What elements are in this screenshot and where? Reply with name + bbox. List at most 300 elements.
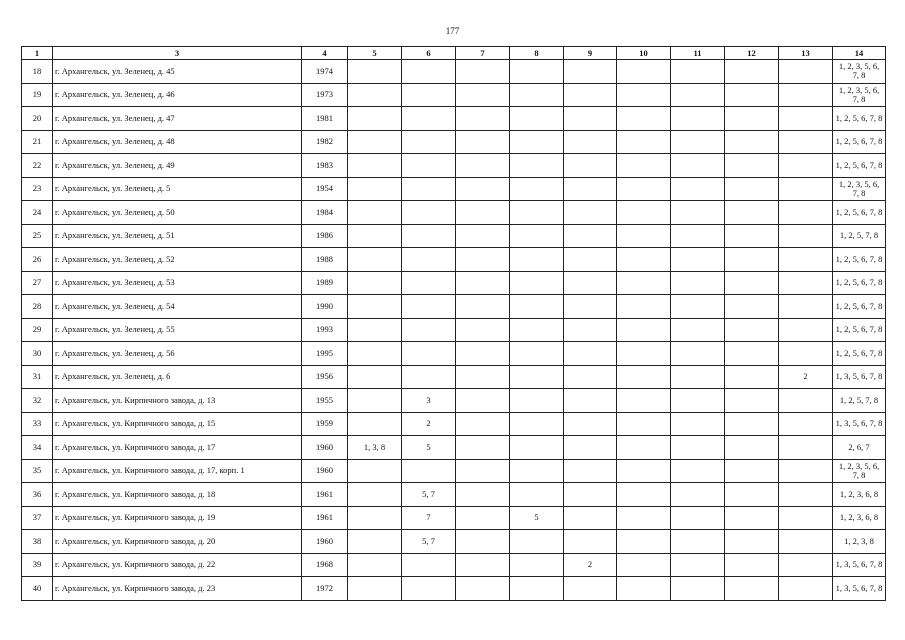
year-cell: 1972 — [302, 577, 348, 601]
col7-cell — [456, 577, 510, 601]
col8-cell — [510, 365, 564, 389]
col7-cell — [456, 553, 510, 577]
col11-cell — [671, 201, 725, 225]
col11-cell — [671, 436, 725, 460]
col5-cell — [348, 295, 402, 319]
col8-cell — [510, 107, 564, 131]
col8-cell — [510, 295, 564, 319]
col7-cell — [456, 342, 510, 366]
header-row — [22, 47, 886, 60]
table-row — [22, 553, 886, 577]
col9-cell — [564, 530, 617, 554]
col10-cell — [617, 271, 671, 295]
year-cell: 1973 — [302, 83, 348, 107]
col5-cell — [348, 506, 402, 530]
col14-cell: 1, 2, 5, 7, 8 — [833, 224, 886, 248]
address-cell: г. Архангельск, ул. Зеленец, д. 6 — [53, 365, 302, 389]
col14-cell: 1, 2, 5, 6, 7, 8 — [833, 154, 886, 178]
col14-cell: 1, 2, 5, 7, 8 — [833, 389, 886, 413]
col8-cell — [510, 60, 564, 84]
col9-cell — [564, 83, 617, 107]
col5-cell — [348, 577, 402, 601]
col12-cell — [725, 107, 779, 131]
col12-cell — [725, 459, 779, 483]
col14-cell: 2, 6, 7 — [833, 436, 886, 460]
year-cell: 1956 — [302, 365, 348, 389]
address-cell: г. Архангельск, ул. Зеленец, д. 51 — [53, 224, 302, 248]
row-number: 19 — [22, 83, 53, 107]
col8-cell — [510, 248, 564, 272]
col8-cell — [510, 483, 564, 507]
col10-cell — [617, 201, 671, 225]
col5-cell — [348, 224, 402, 248]
year-cell: 1954 — [302, 177, 348, 201]
table-row — [22, 412, 886, 436]
col8-cell — [510, 201, 564, 225]
col11-cell — [671, 271, 725, 295]
col13-cell — [779, 577, 833, 601]
col13-cell — [779, 60, 833, 84]
col8-cell — [510, 577, 564, 601]
col13-cell — [779, 530, 833, 554]
col11-cell — [671, 389, 725, 413]
row-number: 31 — [22, 365, 53, 389]
col9-cell — [564, 389, 617, 413]
table-row — [22, 342, 886, 366]
col5-cell — [348, 201, 402, 225]
col5-cell — [348, 248, 402, 272]
col14-cell: 1, 2, 3, 5, 6, 7, 8 — [833, 459, 886, 483]
col11-cell — [671, 154, 725, 178]
row-number: 38 — [22, 530, 53, 554]
table-row — [22, 271, 886, 295]
col12-cell — [725, 201, 779, 225]
col8-cell: 5 — [510, 506, 564, 530]
col8-cell — [510, 459, 564, 483]
col10-cell — [617, 83, 671, 107]
col6-cell: 5, 7 — [402, 483, 456, 507]
table-row — [22, 83, 886, 107]
col6-cell — [402, 295, 456, 319]
col14-cell: 1, 2, 5, 6, 7, 8 — [833, 107, 886, 131]
col8-cell — [510, 271, 564, 295]
col9-cell — [564, 318, 617, 342]
col10-cell — [617, 436, 671, 460]
address-cell: г. Архангельск, ул. Зеленец, д. 53 — [53, 271, 302, 295]
col10-cell — [617, 248, 671, 272]
col7-cell — [456, 107, 510, 131]
address-cell: г. Архангельск, ул. Зеленец, д. 52 — [53, 248, 302, 272]
col11-cell — [671, 577, 725, 601]
col7-cell — [456, 130, 510, 154]
col6-cell — [402, 224, 456, 248]
row-number: 26 — [22, 248, 53, 272]
address-cell: г. Архангельск, ул. Зеленец, д. 47 — [53, 107, 302, 131]
col9-cell — [564, 459, 617, 483]
table-row — [22, 154, 886, 178]
col8-cell — [510, 177, 564, 201]
col13-cell — [779, 224, 833, 248]
page-number: 177 — [445, 26, 460, 36]
col12-cell — [725, 389, 779, 413]
col7-cell — [456, 530, 510, 554]
year-cell: 1960 — [302, 530, 348, 554]
col14-cell: 1, 2, 5, 6, 7, 8 — [833, 248, 886, 272]
table-row — [22, 506, 886, 530]
col9-cell — [564, 130, 617, 154]
col9-cell: 2 — [564, 553, 617, 577]
col10-cell — [617, 154, 671, 178]
col12-cell — [725, 553, 779, 577]
col9-cell — [564, 107, 617, 131]
col7-cell — [456, 177, 510, 201]
col6-cell — [402, 577, 456, 601]
col7-cell — [456, 506, 510, 530]
col12-cell — [725, 577, 779, 601]
row-number: 22 — [22, 154, 53, 178]
row-number: 20 — [22, 107, 53, 131]
year-cell: 1960 — [302, 459, 348, 483]
col5-cell — [348, 271, 402, 295]
address-cell: г. Архангельск, ул. Зеленец, д. 45 — [53, 60, 302, 84]
col-header: 3 — [53, 47, 302, 60]
year-cell: 1984 — [302, 201, 348, 225]
col12-cell — [725, 412, 779, 436]
col12-cell — [725, 506, 779, 530]
col-header: 10 — [617, 47, 671, 60]
col-header: 8 — [510, 47, 564, 60]
col6-cell — [402, 342, 456, 366]
address-cell: г. Архангельск, ул. Кирпичного завода, д. 13 — [53, 389, 302, 413]
address-cell: г. Архангельск, ул. Зеленец, д. 55 — [53, 318, 302, 342]
col11-cell — [671, 365, 725, 389]
col9-cell — [564, 342, 617, 366]
address-cell: г. Архангельск, ул. Кирпичного завода, д. 22 — [53, 553, 302, 577]
col9-cell — [564, 506, 617, 530]
table-body — [22, 60, 886, 601]
col11-cell — [671, 130, 725, 154]
year-cell: 1983 — [302, 154, 348, 178]
col13-cell — [779, 342, 833, 366]
year-cell: 1989 — [302, 271, 348, 295]
col14-cell: 1, 2, 3, 6, 8 — [833, 506, 886, 530]
year-cell: 1974 — [302, 60, 348, 84]
col7-cell — [456, 248, 510, 272]
col10-cell — [617, 553, 671, 577]
col7-cell — [456, 459, 510, 483]
year-cell: 1961 — [302, 483, 348, 507]
row-number: 37 — [22, 506, 53, 530]
row-number: 23 — [22, 177, 53, 201]
table-row — [22, 318, 886, 342]
register-table — [21, 46, 886, 601]
col13-cell — [779, 459, 833, 483]
table-row — [22, 224, 886, 248]
col12-cell — [725, 295, 779, 319]
row-number: 21 — [22, 130, 53, 154]
col11-cell — [671, 224, 725, 248]
row-number: 34 — [22, 436, 53, 460]
col6-cell — [402, 60, 456, 84]
col7-cell — [456, 83, 510, 107]
col13-cell — [779, 177, 833, 201]
col8-cell — [510, 83, 564, 107]
col5-cell — [348, 83, 402, 107]
table-row — [22, 530, 886, 554]
col11-cell — [671, 248, 725, 272]
col12-cell — [725, 177, 779, 201]
col12-cell — [725, 271, 779, 295]
col7-cell — [456, 295, 510, 319]
col10-cell — [617, 318, 671, 342]
col9-cell — [564, 271, 617, 295]
col10-cell — [617, 342, 671, 366]
col7-cell — [456, 271, 510, 295]
col13-cell — [779, 107, 833, 131]
year-cell: 1961 — [302, 506, 348, 530]
col7-cell — [456, 436, 510, 460]
col6-cell — [402, 201, 456, 225]
col10-cell — [617, 60, 671, 84]
col5-cell — [348, 483, 402, 507]
col8-cell — [510, 130, 564, 154]
col8-cell — [510, 318, 564, 342]
col6-cell — [402, 154, 456, 178]
row-number: 36 — [22, 483, 53, 507]
col11-cell — [671, 412, 725, 436]
col6-cell — [402, 553, 456, 577]
col7-cell — [456, 483, 510, 507]
col9-cell — [564, 60, 617, 84]
col14-cell: 1, 2, 5, 6, 7, 8 — [833, 342, 886, 366]
col7-cell — [456, 224, 510, 248]
col11-cell — [671, 83, 725, 107]
col6-cell — [402, 271, 456, 295]
col5-cell — [348, 459, 402, 483]
col11-cell — [671, 506, 725, 530]
address-cell: г. Архангельск, ул. Зеленец, д. 5 — [53, 177, 302, 201]
col6-cell: 5 — [402, 436, 456, 460]
table-row — [22, 365, 886, 389]
col13-cell — [779, 506, 833, 530]
col9-cell — [564, 412, 617, 436]
col13-cell — [779, 436, 833, 460]
col8-cell — [510, 389, 564, 413]
col8-cell — [510, 530, 564, 554]
col9-cell — [564, 577, 617, 601]
address-cell: г. Архангельск, ул. Зеленец, д. 50 — [53, 201, 302, 225]
col6-cell — [402, 177, 456, 201]
address-cell: г. Архангельск, ул. Зеленец, д. 46 — [53, 83, 302, 107]
col5-cell — [348, 389, 402, 413]
col6-cell — [402, 318, 456, 342]
col10-cell — [617, 224, 671, 248]
col10-cell — [617, 483, 671, 507]
col12-cell — [725, 224, 779, 248]
address-cell: г. Архангельск, ул. Зеленец, д. 49 — [53, 154, 302, 178]
year-cell: 1955 — [302, 389, 348, 413]
col14-cell: 1, 2, 5, 6, 7, 8 — [833, 130, 886, 154]
col10-cell — [617, 530, 671, 554]
col11-cell — [671, 530, 725, 554]
col6-cell — [402, 107, 456, 131]
table-row — [22, 389, 886, 413]
col12-cell — [725, 248, 779, 272]
col10-cell — [617, 506, 671, 530]
address-cell: г. Архангельск, ул. Кирпичного завода, д. 17 — [53, 436, 302, 460]
year-cell: 1960 — [302, 436, 348, 460]
col6-cell — [402, 130, 456, 154]
col13-cell — [779, 154, 833, 178]
address-cell: г. Архангельск, ул. Кирпичного завода, д. 17, корп. 1 — [53, 459, 302, 483]
col-header: 9 — [564, 47, 617, 60]
table-row — [22, 483, 886, 507]
col11-cell — [671, 483, 725, 507]
col-header: 7 — [456, 47, 510, 60]
row-number: 25 — [22, 224, 53, 248]
col14-cell: 1, 2, 5, 6, 7, 8 — [833, 271, 886, 295]
col6-cell — [402, 83, 456, 107]
row-number: 32 — [22, 389, 53, 413]
col5-cell — [348, 154, 402, 178]
row-number: 33 — [22, 412, 53, 436]
year-cell: 1986 — [302, 224, 348, 248]
col9-cell — [564, 224, 617, 248]
col5-cell — [348, 365, 402, 389]
col10-cell — [617, 130, 671, 154]
col13-cell — [779, 389, 833, 413]
col12-cell — [725, 83, 779, 107]
col14-cell: 1, 2, 3, 8 — [833, 530, 886, 554]
col5-cell: 1, 3, 8 — [348, 436, 402, 460]
col7-cell — [456, 154, 510, 178]
col5-cell — [348, 177, 402, 201]
row-number: 39 — [22, 553, 53, 577]
col7-cell — [456, 412, 510, 436]
col11-cell — [671, 177, 725, 201]
col14-cell: 1, 2, 5, 6, 7, 8 — [833, 201, 886, 225]
row-number: 28 — [22, 295, 53, 319]
col6-cell — [402, 365, 456, 389]
col12-cell — [725, 342, 779, 366]
col12-cell — [725, 60, 779, 84]
col8-cell — [510, 154, 564, 178]
year-cell: 1993 — [302, 318, 348, 342]
col9-cell — [564, 154, 617, 178]
address-cell: г. Архангельск, ул. Зеленец, д. 56 — [53, 342, 302, 366]
col10-cell — [617, 107, 671, 131]
col8-cell — [510, 342, 564, 366]
col13-cell — [779, 130, 833, 154]
address-cell: г. Архангельск, ул. Кирпичного завода, д. 23 — [53, 577, 302, 601]
year-cell: 1988 — [302, 248, 348, 272]
col13-cell — [779, 553, 833, 577]
col9-cell — [564, 365, 617, 389]
col10-cell — [617, 177, 671, 201]
col13-cell — [779, 83, 833, 107]
row-number: 40 — [22, 577, 53, 601]
col-header: 6 — [402, 47, 456, 60]
col7-cell — [456, 318, 510, 342]
year-cell: 1968 — [302, 553, 348, 577]
table-row — [22, 60, 886, 84]
col10-cell — [617, 365, 671, 389]
col13-cell — [779, 412, 833, 436]
col-header: 1 — [22, 47, 53, 60]
col-header: 13 — [779, 47, 833, 60]
col12-cell — [725, 436, 779, 460]
col5-cell — [348, 342, 402, 366]
col14-cell: 1, 2, 3, 5, 6, 7, 8 — [833, 83, 886, 107]
col14-cell: 1, 3, 5, 6, 7, 8 — [833, 577, 886, 601]
col5-cell — [348, 60, 402, 84]
col-header: 12 — [725, 47, 779, 60]
col9-cell — [564, 483, 617, 507]
col12-cell — [725, 318, 779, 342]
table-row — [22, 201, 886, 225]
col14-cell: 1, 2, 3, 5, 6, 7, 8 — [833, 60, 886, 84]
col13-cell — [779, 318, 833, 342]
col9-cell — [564, 177, 617, 201]
address-cell: г. Архангельск, ул. Кирпичного завода, д. 15 — [53, 412, 302, 436]
col5-cell — [348, 412, 402, 436]
year-cell: 1990 — [302, 295, 348, 319]
col13-cell — [779, 483, 833, 507]
col5-cell — [348, 553, 402, 577]
col11-cell — [671, 60, 725, 84]
col14-cell: 1, 2, 3, 6, 8 — [833, 483, 886, 507]
year-cell: 1959 — [302, 412, 348, 436]
col10-cell — [617, 295, 671, 319]
row-number: 18 — [22, 60, 53, 84]
table-row — [22, 436, 886, 460]
col10-cell — [617, 389, 671, 413]
col8-cell — [510, 412, 564, 436]
col-header: 11 — [671, 47, 725, 60]
col8-cell — [510, 224, 564, 248]
col12-cell — [725, 154, 779, 178]
row-number: 35 — [22, 459, 53, 483]
col12-cell — [725, 483, 779, 507]
row-number: 27 — [22, 271, 53, 295]
col12-cell — [725, 130, 779, 154]
col-header: 14 — [833, 47, 886, 60]
col9-cell — [564, 436, 617, 460]
col13-cell — [779, 271, 833, 295]
year-cell: 1982 — [302, 130, 348, 154]
col6-cell — [402, 459, 456, 483]
col13-cell — [779, 295, 833, 319]
col12-cell — [725, 365, 779, 389]
col11-cell — [671, 553, 725, 577]
col9-cell — [564, 201, 617, 225]
col13-cell — [779, 248, 833, 272]
col6-cell — [402, 248, 456, 272]
address-cell: г. Архангельск, ул. Кирпичного завода, д. 18 — [53, 483, 302, 507]
col11-cell — [671, 459, 725, 483]
table-row — [22, 248, 886, 272]
row-number: 29 — [22, 318, 53, 342]
col13-cell: 2 — [779, 365, 833, 389]
table-row — [22, 459, 886, 483]
year-cell: 1995 — [302, 342, 348, 366]
address-cell: г. Архангельск, ул. Зеленец, д. 48 — [53, 130, 302, 154]
address-cell: г. Архангельск, ул. Кирпичного завода, д. 19 — [53, 506, 302, 530]
col8-cell — [510, 553, 564, 577]
col7-cell — [456, 201, 510, 225]
col11-cell — [671, 318, 725, 342]
address-cell: г. Архангельск, ул. Кирпичного завода, д. 20 — [53, 530, 302, 554]
